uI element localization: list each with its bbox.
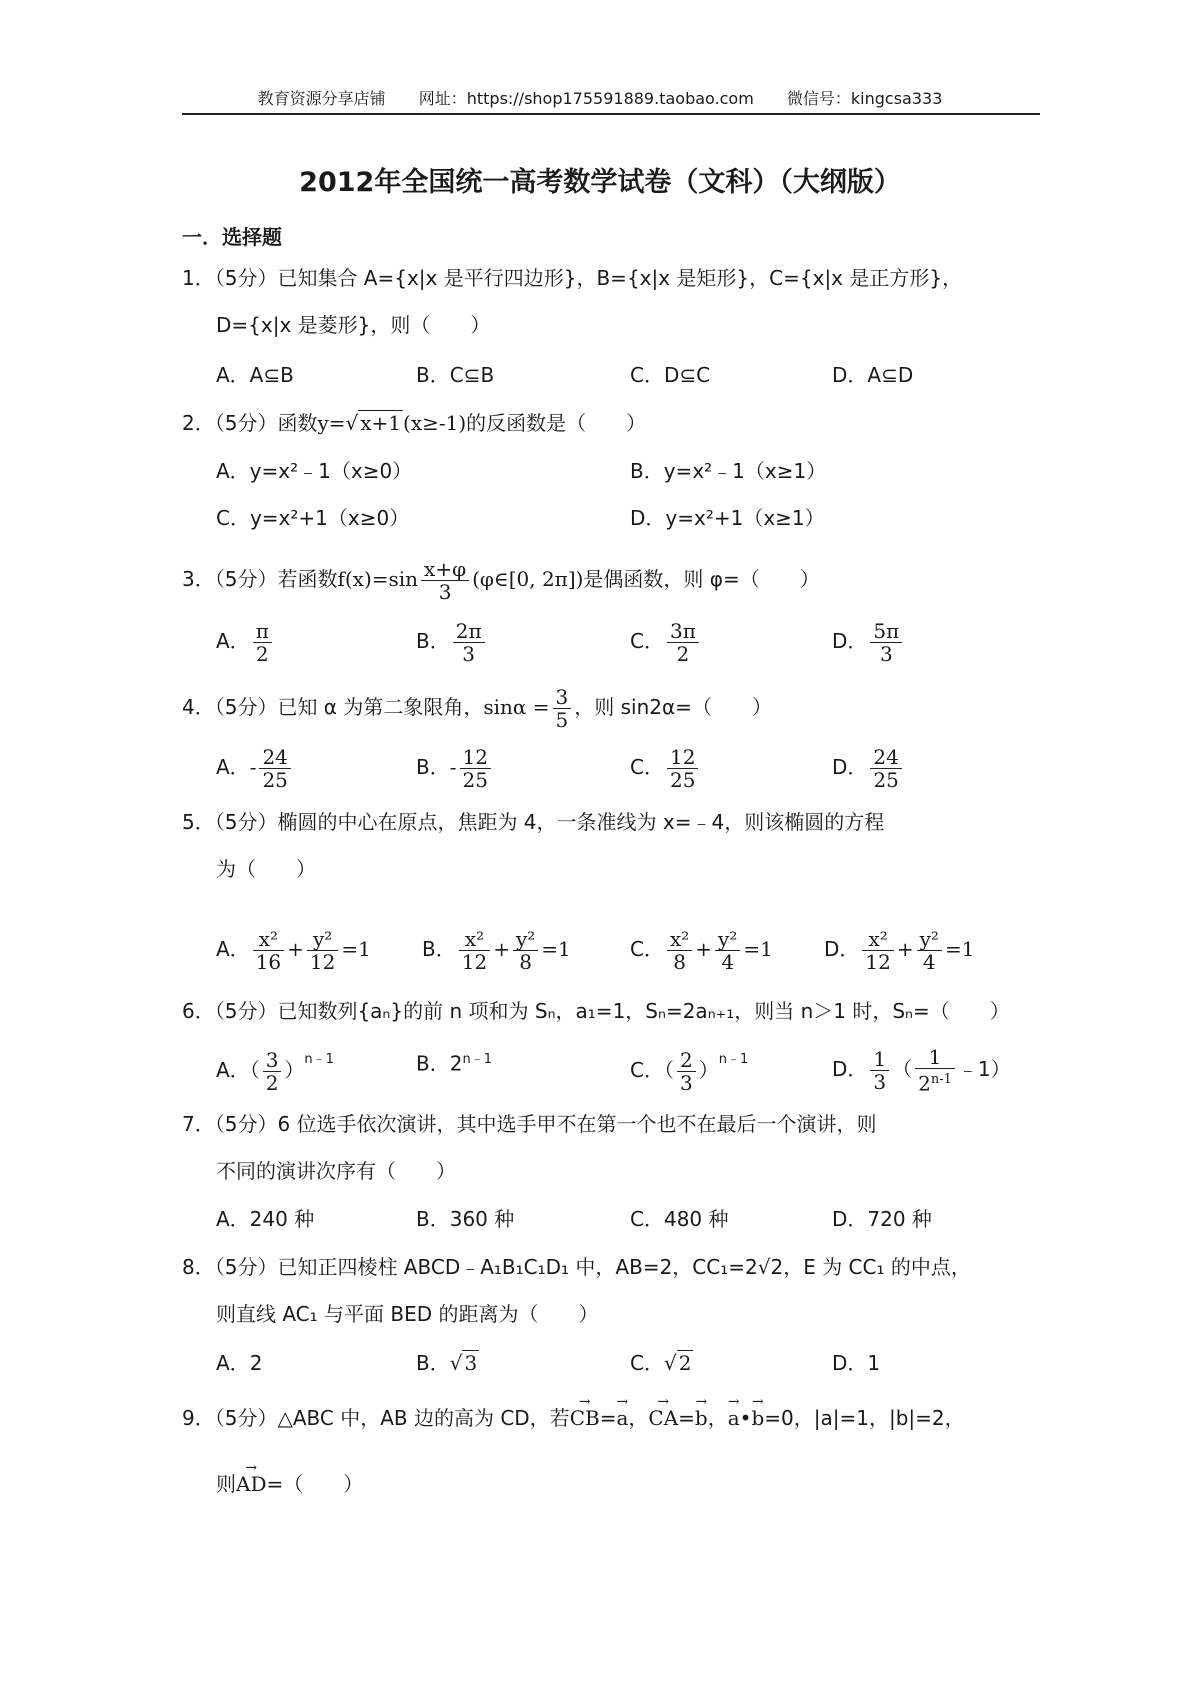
shop-name: 教育资源分享店铺 <box>257 89 386 108</box>
exam-title: 2012年全国统一高考数学试卷（文科）（大纲版） <box>299 167 901 198</box>
q2-option-b: B．y=x²﹣1（x≥1） <box>630 459 827 483</box>
q7-line2: 不同的演讲次序有（ ） <box>216 1159 456 1183</box>
header-divider <box>182 113 1040 115</box>
q6-option-b: B．$2^{n﹣1}$ <box>416 1051 492 1076</box>
q1-line1: 1．（5分）已知集合 A={x|x 是平行四边形}，B={x|x 是矩形}，C={x|x 是正方形}， <box>182 266 963 290</box>
section-heading: 一．选择题 <box>182 225 282 249</box>
shop-url: 网址：https://shop175591889.taobao.com <box>418 89 754 108</box>
q9-line2: 则→ AD=（ ） <box>216 1470 363 1498</box>
q2-option-c: C．y=x²+1（x≥0） <box>216 506 410 530</box>
q7-option-a: A．240 种 <box>216 1207 315 1231</box>
q7-line1: 7．（5分）6 位选手依次演讲，其中选手甲不在第一个也不在最后一个演讲，则 <box>182 1112 877 1136</box>
q6-option-a: A．（ $\frac{3}{2}$ ）$^{n﹣1}$ <box>216 1048 334 1095</box>
q6-option-c: C．（ $\frac{2}{3}$ ）$^{n﹣1}$ <box>630 1048 749 1095</box>
q7-option-b: B．360 种 <box>416 1207 515 1231</box>
q1-option-d: D．A⊆D <box>832 363 914 387</box>
q5-option-b: B． $\frac{\text{x²}}{12}$ + $\frac{\text{y²}}{8}$ =1 <box>422 927 571 974</box>
q3-option-d: D． $\frac{5\pi}{3}$ <box>832 620 905 665</box>
q8-line1: 8．（5分）已知正四棱柱 ABCD﹣A₁B₁C₁D₁ 中，AB=2，CC₁=2√2，E 为 CC₁ 的中点， <box>182 1255 971 1279</box>
q6-stem: 6．（5分）已知数列{aₙ}的前 n 项和为 Sₙ，a₁=1，Sₙ=2aₙ₊₁，则当 n＞1 时，Sₙ=（ ） <box>182 999 1010 1023</box>
q7-option-d: D．720 种 <box>832 1207 932 1231</box>
q5-line1: 5．（5分）椭圆的中心在原点，焦距为 4，一条准线为 x=﹣4，则该椭圆的方程 <box>182 810 885 834</box>
q5-line2: 为（ ） <box>216 857 316 881</box>
page-header <box>0 86 1200 109</box>
q4-fraction: $\frac{3}{5}$ <box>553 686 572 731</box>
q2-option-a: A．y=x²﹣1（x≥0） <box>216 459 413 483</box>
q4-stem: 4．（5分）已知 α 为第二象限角，sinα = $\frac{3}{5}$ ，则 sin2α=（ ） <box>182 685 772 732</box>
q4-option-d: D． $\frac{24}{25}$ <box>832 746 905 791</box>
q4-option-a: A．- $\frac{24}{25}$ <box>216 746 294 791</box>
q5-option-c: C． $\frac{\text{x²}}{8}$ + $\frac{\text{y²}}{4}$ =1 <box>630 927 773 974</box>
q8-option-c: C．√ 2 <box>630 1351 692 1375</box>
q4-option-c: C． $\frac{12}{25}$ <box>630 746 701 791</box>
q4-option-b: B．- $\frac{12}{25}$ <box>416 746 494 791</box>
q8-option-b: B．√ 3 <box>416 1351 478 1375</box>
q5-option-a: A． $\frac{\text{x²}}{16}$ + $\frac{\text{y²}}{12}$ =1 <box>216 927 371 974</box>
q3-option-c: C． $\frac{3\pi}{2}$ <box>630 620 702 665</box>
q3-fraction: $\frac{x+\varphi}{3}$ <box>421 558 469 603</box>
q2-option-d: D．y=x²+1（x≥1） <box>630 506 825 530</box>
q6-option-d: D． $\frac{1}{3}$ （ $\frac{1}{2^{n-1}}$ ﹣1） <box>832 1045 1011 1096</box>
q3-stem: 3．（5分）若函数f(x)=sin $\frac{x+\varphi}{3}$ (φ∈[0, 2π])是偶函数，则 φ=（ ） <box>182 557 820 604</box>
q1-line2: D={x|x 是菱形}，则（ ） <box>216 313 491 337</box>
q8-option-d: D．1 <box>832 1351 881 1375</box>
q1-option-c: C．D⊆C <box>630 363 711 387</box>
q8-line2: 则直线 AC₁ 与平面 BED 的距离为（ ） <box>216 1302 599 1326</box>
q9-line1: 9．（5分）△ABC 中，AB 边的高为 CD，若→ CB=→ a，→ CA=→ b，→ a•→ b=0，|a|=1，|b|=2， <box>182 1404 965 1432</box>
q7-option-c: C．480 种 <box>630 1207 729 1231</box>
q1-option-a: A．A⊆B <box>216 363 294 387</box>
q5-option-d: D． $\frac{\text{x²}}{12}$ + $\frac{\text{y²}}{4}$ =1 <box>824 927 975 974</box>
q1-option-b: B．C⊆B <box>416 363 495 387</box>
q3-option-b: B． $\frac{2\pi}{3}$ <box>416 620 488 665</box>
wechat-id: 微信号：kingcsa333 <box>786 89 943 108</box>
q3-option-a: A． $\frac{\pi}{2}$ <box>216 620 275 665</box>
q2-stem: 2．（5分）函数y=√ x+1 (x≥-1)的反函数是（ ） <box>182 411 647 435</box>
q8-option-a: A．2 <box>216 1351 263 1375</box>
sqrt-expression: √ x+1 <box>345 411 402 435</box>
